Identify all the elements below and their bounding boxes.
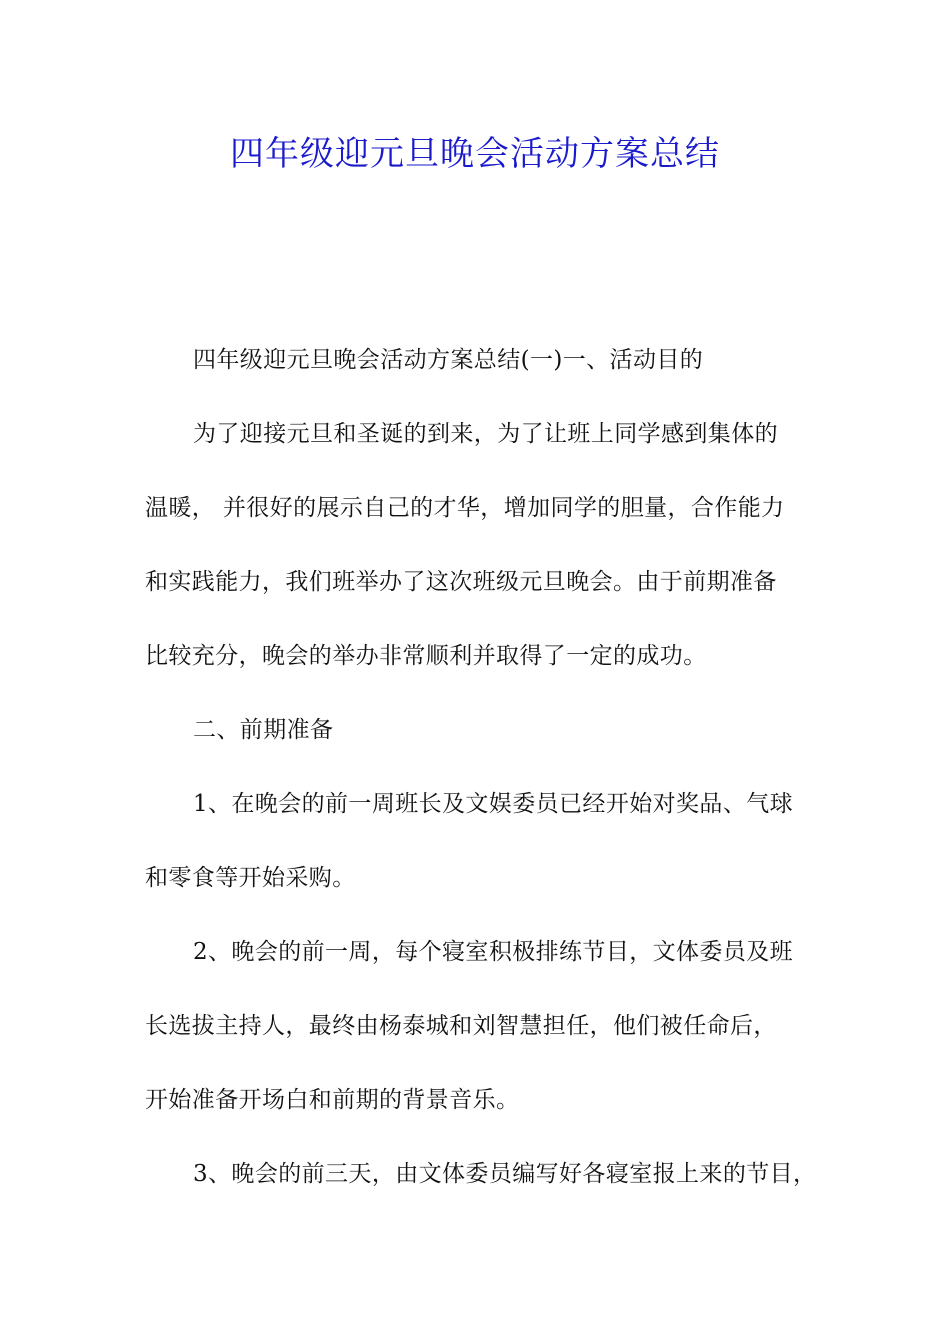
- paragraph-line: 开始准备开场白和前期的背景音乐。: [145, 1087, 520, 1113]
- paragraph-line: 和零食等开始采购。: [145, 865, 356, 891]
- document-body: [145, 336, 815, 1224]
- paragraph-line: 1、在晚会的前一周班长及文娱委员已经开始对奖品、气球: [193, 791, 794, 817]
- document-title: 四年级迎元旦晚会活动方案总结: [230, 134, 720, 174]
- paragraph-line: 为了迎接元旦和圣诞的到来，为了让班上同学感到集体的: [193, 421, 778, 447]
- paragraph-line: 四年级迎元旦晚会活动方案总结(一)一、活动目的: [193, 347, 704, 373]
- paragraph-line: 3、晚会的前三天，由文体委员编写好各寝室报上来的节目，: [193, 1161, 817, 1187]
- section-heading: 二、前期准备: [193, 717, 334, 743]
- paragraph-line: 和实践能力，我们班举办了这次班级元旦晚会。由于前期准备: [145, 569, 777, 595]
- paragraph-line: 温暖， 并很好的展示自己的才华，增加同学的胆量，合作能力: [145, 495, 785, 521]
- paragraph-line: 长选拔主持人，最终由杨泰城和刘智慧担任，他们被任命后，: [145, 1013, 777, 1039]
- paragraph-line: 2、晚会的前一周，每个寝室积极排练节目，文体委员及班: [193, 939, 794, 965]
- paragraph-line: 比较充分，晚会的举办非常顺利并取得了一定的成功。: [145, 643, 707, 669]
